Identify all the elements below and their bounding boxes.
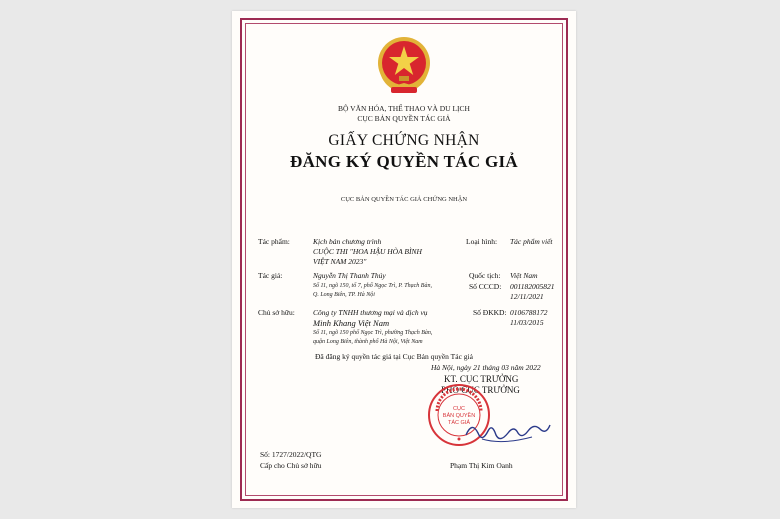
business-reg-date: 11/03/2015 xyxy=(510,318,544,327)
type-label: Loại hình: xyxy=(466,237,498,246)
work-label: Tác phẩm: xyxy=(258,237,290,246)
business-reg-label: Số ĐKKD: xyxy=(473,308,507,317)
nationality-value: Việt Nam xyxy=(510,271,538,280)
registered-statement: Đã đăng ký quyền tác giả tại Cục Bản quyền Tác giả xyxy=(315,352,473,361)
signer-name: Phạm Thị Kim Oanh xyxy=(450,461,513,470)
author-address2: Q. Long Biên, TP. Hà Nội xyxy=(313,292,375,298)
owner-label: Chủ sở hữu: xyxy=(258,308,295,317)
nationality-label: Quốc tịch: xyxy=(469,271,501,280)
svg-text:CỤC: CỤC xyxy=(453,406,465,412)
work-line2: CUỘC THI "HOA HẬU HÒA BÌNH xyxy=(313,247,422,256)
svg-text:TÁC GIẢ: TÁC GIẢ xyxy=(447,420,471,426)
id-card-date: 12/11/2021 xyxy=(510,292,544,301)
work-line1: Kịch bản chương trình xyxy=(313,237,382,246)
issued-to: Cấp cho Chủ sở hữu xyxy=(260,461,322,470)
work-line3: VIỆT NAM 2023" xyxy=(313,257,367,266)
title-line1: GIẤY CHỨNG NHẬN xyxy=(328,132,480,149)
id-card-label: Số CCCD: xyxy=(469,282,502,291)
certificate xyxy=(232,11,576,508)
author-label: Tác giả: xyxy=(258,271,283,280)
place-date: Hà Nội, ngày 21 tháng 03 năm 2022 xyxy=(431,363,541,372)
business-reg-number: 0106788172 xyxy=(510,308,548,317)
type-value: Tác phẩm viết xyxy=(510,237,553,246)
svg-text:BẢN QUYỀN: BẢN QUYỀN xyxy=(442,413,476,419)
national-emblem-icon xyxy=(369,33,439,99)
certificate-number: Số: 1727/2022/QTG xyxy=(260,450,322,459)
signature-icon xyxy=(462,413,554,451)
id-card-number: 001182005821 xyxy=(510,282,555,291)
certifier-text: CỤC BẢN QUYỀN TÁC GIẢ CHỨNG NHẬN xyxy=(340,196,468,203)
owner-name2: Minh Khang Việt Nam xyxy=(313,318,390,328)
owner-name1: Công ty TNHH thương mại và dịch vụ xyxy=(313,308,428,317)
signer-title2: PHÓ CỤC TRƯỞNG xyxy=(441,385,520,395)
signer-title1: KT. CỤC TRƯỞNG xyxy=(444,374,519,384)
title-line2: ĐĂNG KÝ QUYỀN TÁC GIẢ xyxy=(290,152,518,171)
author-name: Nguyễn Thị Thanh Thúy xyxy=(313,271,386,280)
author-address1: Số 11, ngõ 150, tổ 7, phố Ngọc Trì, P. Thạch Bàn, xyxy=(313,283,432,289)
department-name: CỤC BẢN QUYỀN TÁC GIẢ xyxy=(357,114,451,123)
owner-address1: Số 11, ngõ 150 phố Ngọc Trì, phường Thạch Bàn, xyxy=(313,330,433,336)
ministry-name: BỘ VĂN HÓA, THỂ THAO VÀ DU LỊCH xyxy=(338,104,470,113)
owner-address2: quận Long Biên, thành phố Hà Nội, Việt Nam xyxy=(313,339,423,345)
